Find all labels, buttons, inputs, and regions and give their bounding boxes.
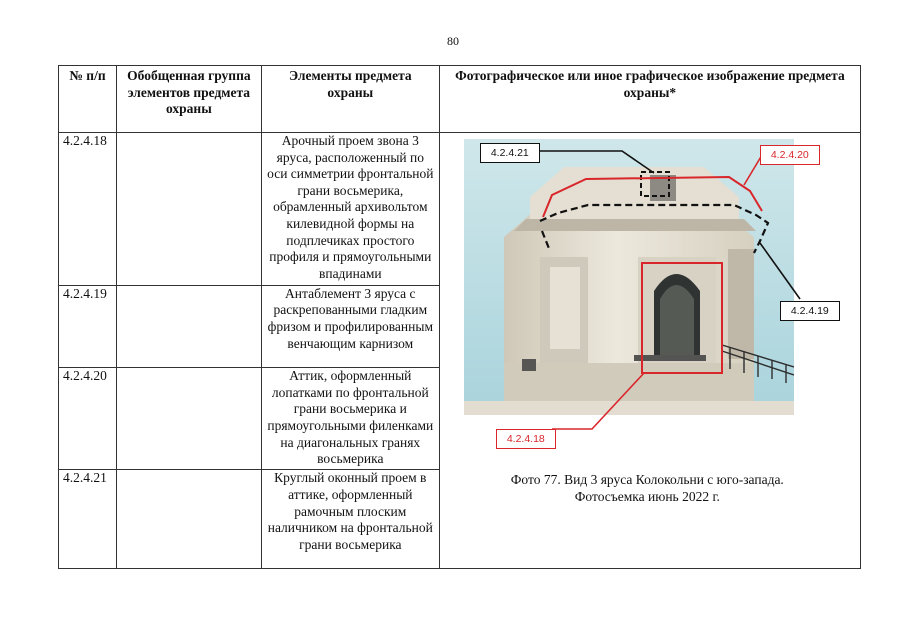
- photo-caption: [444, 471, 851, 505]
- row-group: [116, 470, 261, 569]
- row-num: 4.2.4.20: [59, 368, 117, 470]
- header-photo: Фотографическое или иное графическое изображение предмета охраны*: [439, 66, 860, 133]
- label-4-2-4-19: 4.2.4.19: [780, 301, 840, 321]
- row-element: Арочный проем звона 3 яруса, расположенный по оси симметрии фронтальной грани восьмерика, обрамленный архивольтом килевидной формы на подплечиках простого профиля и прямоугольными впадинами: [261, 133, 439, 286]
- row-group: [116, 368, 261, 470]
- page-number: 80: [447, 34, 459, 48]
- row-element: Антаблемент 3 яруса с раскрепованными гладким фризом и профилированным венчающим карнизом: [261, 285, 439, 367]
- row-group: [116, 285, 261, 367]
- label-4-2-4-20: 4.2.4.20: [760, 145, 820, 165]
- caption-line-2: Фотосъемка июнь 2022 г.: [574, 489, 720, 504]
- header-group: Обобщенная группа элементов предмета охраны: [116, 66, 261, 133]
- protection-table: [58, 65, 861, 569]
- row-num: 4.2.4.19: [59, 285, 117, 367]
- row-num: 4.2.4.18: [59, 133, 117, 286]
- bell-tower-photo: [464, 139, 794, 415]
- header-elements: Элементы предмета охраны: [261, 66, 439, 133]
- row-element: Аттик, оформленный лопатками по фронтальной грани восьмерика и прямоугольными филенками на диагональных гранях восьмерика: [261, 368, 439, 470]
- header-num: № п/п: [59, 66, 117, 133]
- row-group: [116, 133, 261, 286]
- row-element: Круглый оконный проем в аттике, оформленный рамочным плоским наличником на фронтальной грани восьмерика: [261, 470, 439, 569]
- table-row: [59, 133, 861, 286]
- caption-line-1: Фото 77. Вид 3 яруса Колокольни с юго-запада.: [510, 472, 784, 487]
- label-4-2-4-21: 4.2.4.21: [480, 143, 540, 163]
- table-header-row: [59, 66, 861, 133]
- label-4-2-4-18: 4.2.4.18: [496, 429, 556, 449]
- photo-cell: [439, 133, 860, 569]
- row-num: 4.2.4.21: [59, 470, 117, 569]
